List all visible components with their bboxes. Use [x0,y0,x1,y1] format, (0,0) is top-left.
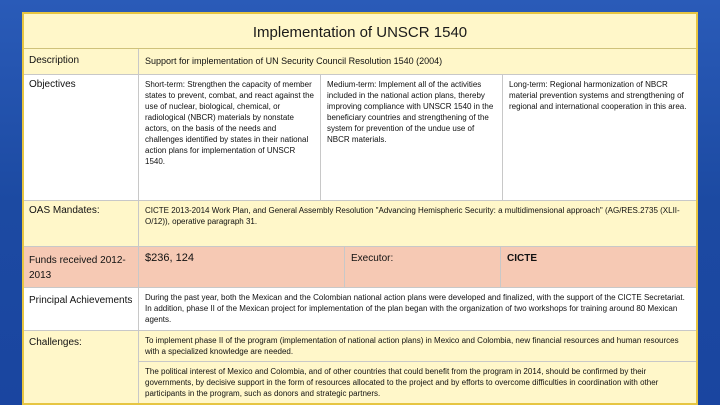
row-achievements [24,288,696,331]
row-objectives [24,75,696,201]
slide-table [22,12,698,405]
executor-label: Executor: [345,247,501,287]
description-label: Description [24,49,139,74]
funds-label: Funds received 2012-2013 [24,247,139,287]
description-value: Support for implementation of UN Security Council Resolution 1540 (2004) [145,56,443,66]
funds-amount: $236, 124 [139,247,345,287]
row-challenges [24,331,696,405]
achievements-label: Principal Achievements [24,288,139,330]
row-description [24,49,696,75]
objective-long-term: Long-term: Regional harmonization of NBCR material prevention systems and strengthening of regional and international cooperation in this area. [509,80,687,111]
objectives-label: Objectives [24,75,139,200]
oas-mandates-value: CICTE 2013-2014 Work Plan, and General Assembly Resolution "Advancing Hemispheric Security: a multidimensional approach" (AG/RES.2735 (XLII-O/12)), operative paragraph 31. [145,206,680,226]
row-funds [24,247,696,288]
challenges-label: Challenges: [24,331,139,405]
oas-mandates-label: OAS Mandates: [24,201,139,246]
achievements-value: During the past year, both the Mexican and the Colombian national action plans were developed and finalized, with the support of the CICTE Secretariat. In addition, phase II of the Mexican project for implementation of the plan began with the organization of two workshops for training around 80 Mexican agents. [145,293,685,324]
objective-short-term: Short-term: Strengthen the capacity of member states to prevent, combat, and react against the use of nuclear, biological, chemical, or radiological (NBCR) materials by nonstate actors, on the basis of the needs and challenges identified by states in their national action plans for implementation of UNSCR 1540. [139,75,321,200]
page-title: Implementation of UNSCR 1540 [24,14,696,49]
row-oas-mandates [24,201,696,247]
objective-medium-term: Medium-term: Implement all of the activities included in the national action plans, thereby improving compliance with UNSCR 1540 in the beneficiary countries and strengthening of the system for prevention of the undue use of NBCR materials. [321,75,503,200]
executor-value: CICTE [507,253,537,264]
challenges-value-1: To implement phase II of the program (implementation of national action plans) in Mexico and Colombia, new financial resources and human resources with a specialized knowledge are needed. [139,331,696,362]
challenges-value-2: The political interest of Mexico and Colombia, and of other countries that could benefit from the program in 2014, should be confirmed by their governments, by decisive support in the form of resources allocated to the project and by efforts to overcome difficulties in coordination with other participants in the program, such as donors and strategic partners. [145,367,659,398]
